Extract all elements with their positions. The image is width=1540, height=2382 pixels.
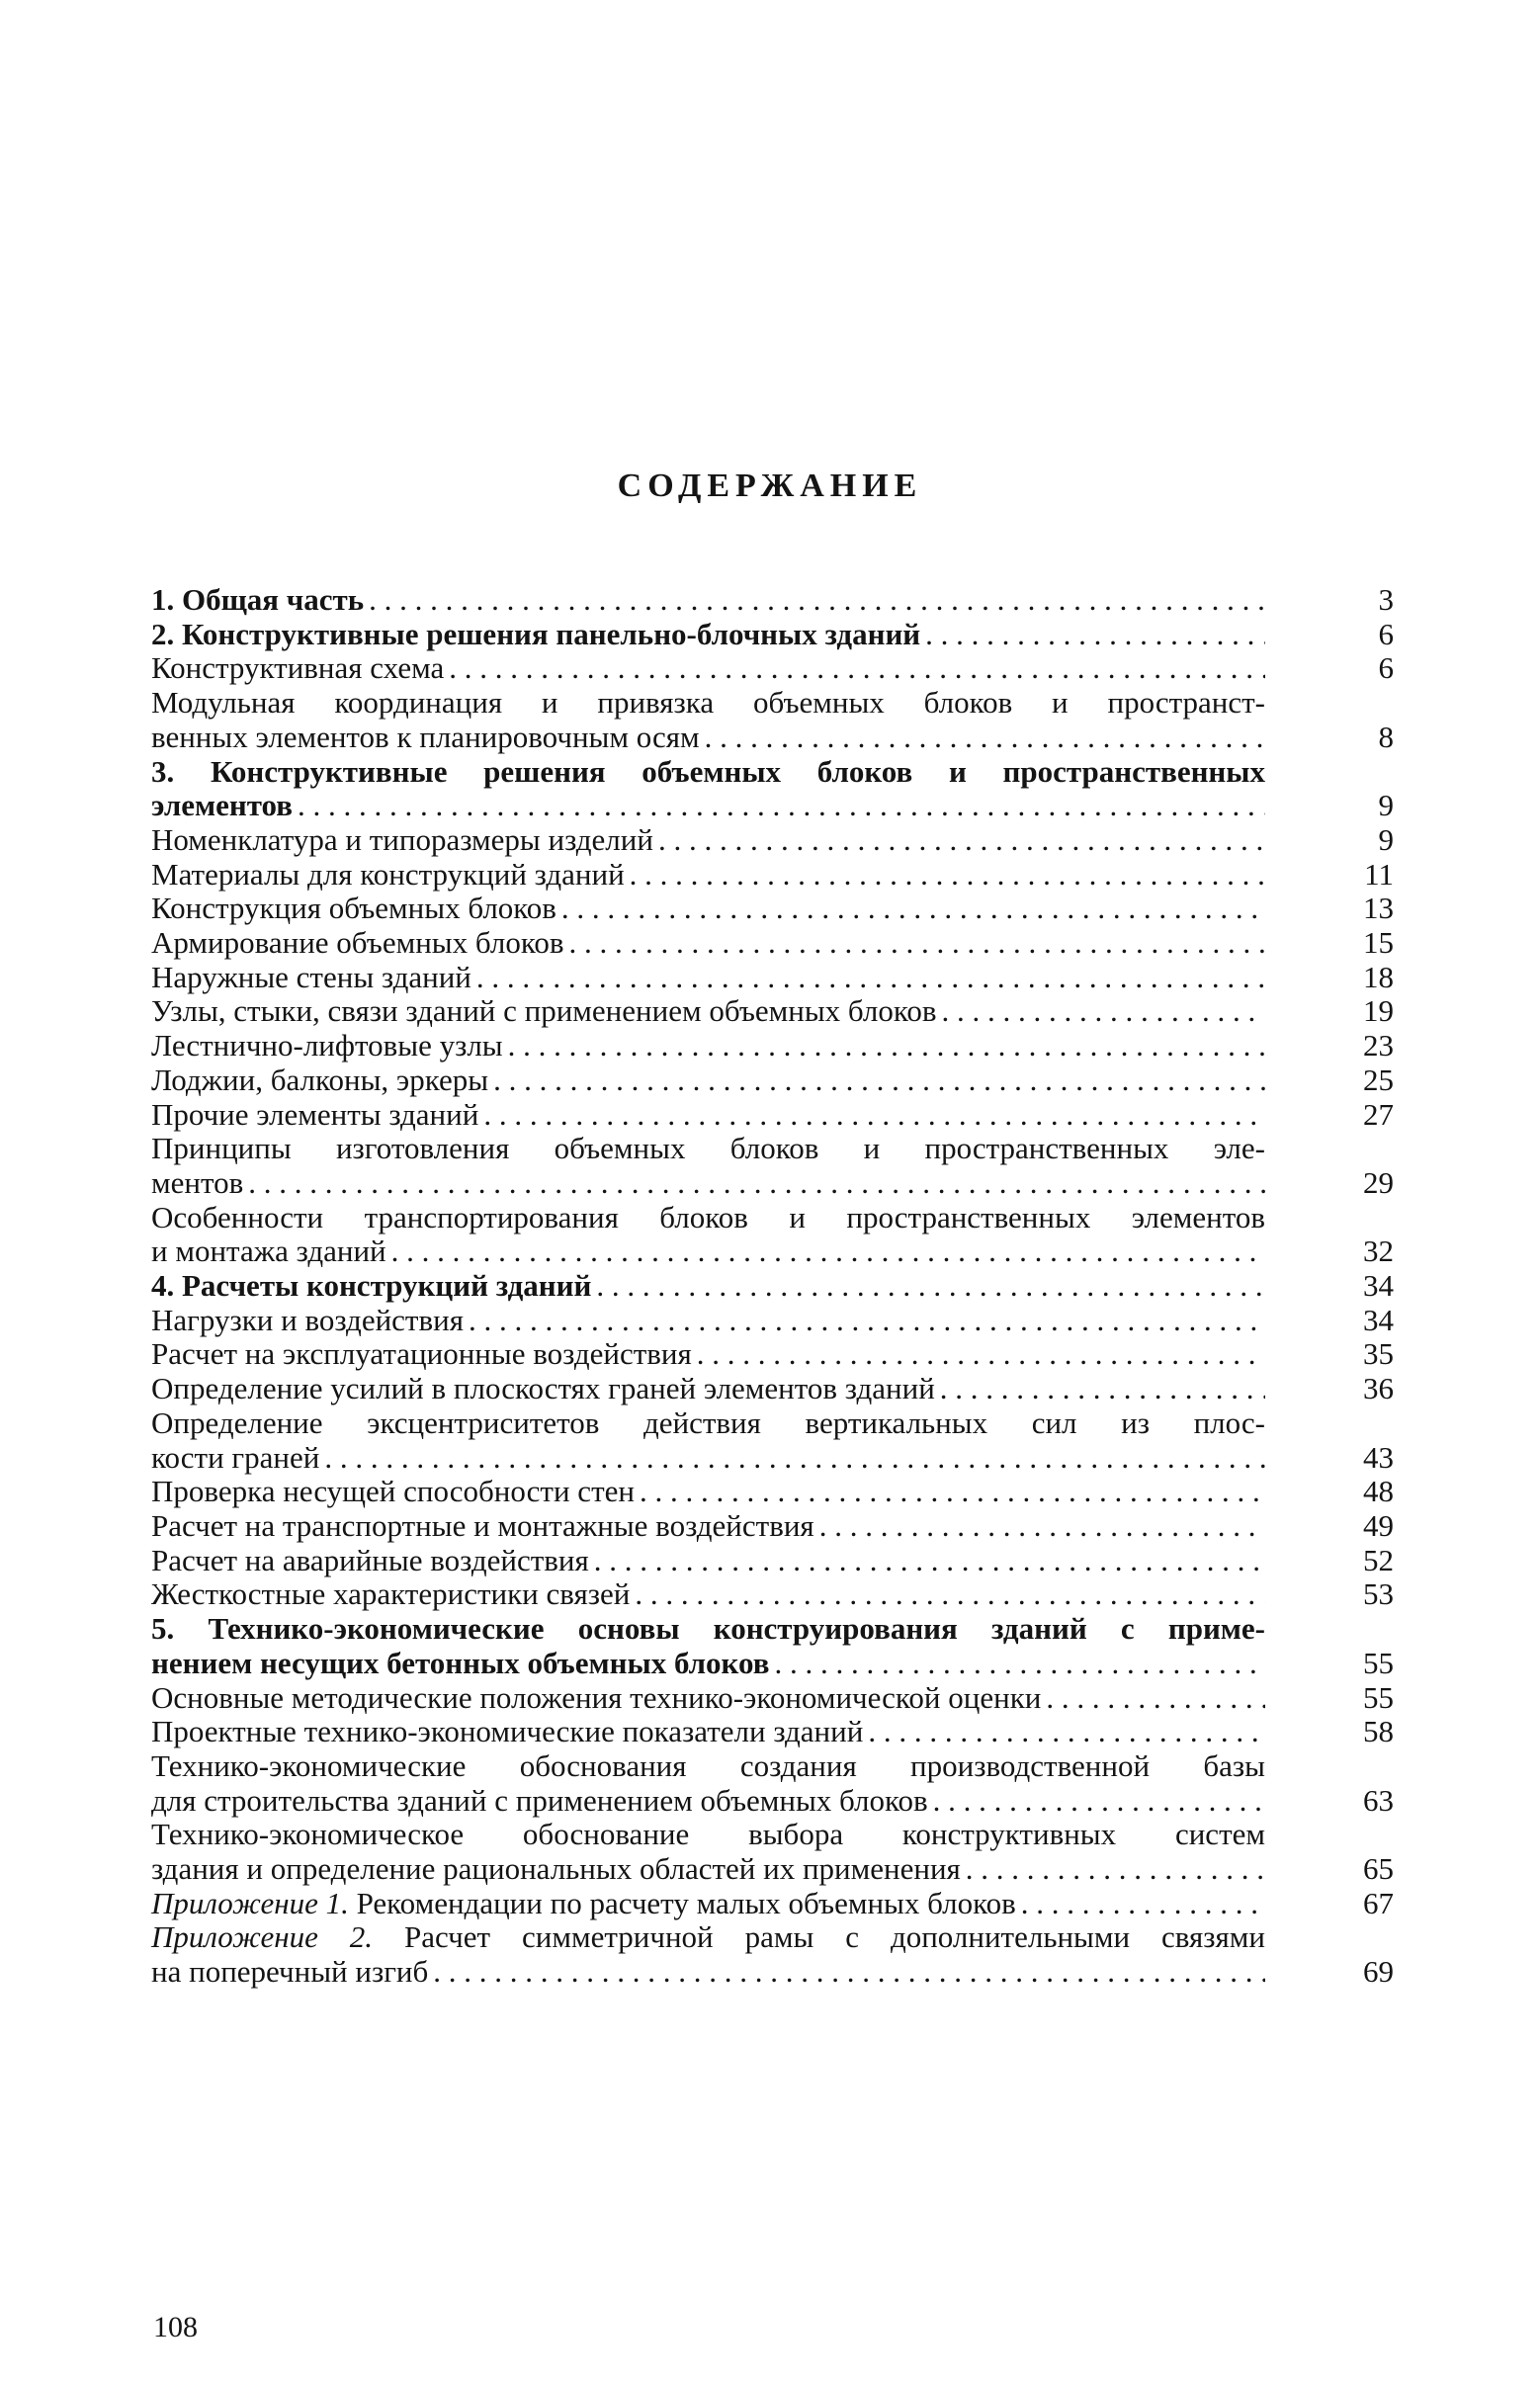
dot-leader — [625, 858, 1265, 893]
toc-page-number: 15 — [1363, 925, 1394, 961]
dot-leader — [935, 1372, 1265, 1406]
toc-page-number: 27 — [1363, 1096, 1394, 1132]
toc-entry-title — [151, 1166, 243, 1201]
toc-entry-title-text: 2. Конструктивные решения панельно-блочных зданий — [151, 616, 921, 651]
dot-leader — [928, 1784, 1265, 1819]
toc-entry-title-text: Армирование объемных блоков — [151, 925, 564, 961]
toc-entry-title-line — [151, 1406, 1265, 1441]
toc-entry-title-text: Проверка несущей способности стен — [151, 1474, 635, 1509]
dot-leader — [428, 1955, 1265, 1990]
toc-page-number: 58 — [1363, 1714, 1394, 1749]
toc-entry-title-text: Жесткостные характеристики связей — [151, 1576, 631, 1612]
toc-page-number: 23 — [1363, 1028, 1394, 1063]
toc-entry-title — [151, 789, 293, 823]
toc-page-number: 52 — [1363, 1542, 1394, 1577]
toc-entry-title — [151, 583, 364, 618]
toc-entry-title — [151, 1029, 503, 1063]
toc-entry — [151, 1269, 1394, 1304]
toc-entry-title — [151, 1372, 935, 1406]
toc-entry — [151, 1475, 1394, 1509]
toc-entry-title-text: и монтажа зданий — [151, 1234, 386, 1269]
dot-leader — [591, 1269, 1265, 1304]
toc-entry-title — [151, 994, 937, 1029]
toc-entry-title-text: Расчет на аварийные воздействия — [151, 1542, 589, 1577]
toc-entry-title — [151, 1544, 589, 1578]
toc-entry — [151, 1304, 1394, 1338]
toc-entry-title — [151, 1234, 386, 1269]
dot-leader — [700, 721, 1265, 755]
toc-entry-title — [151, 961, 471, 995]
toc-entry — [151, 1098, 1394, 1133]
toc-entry-title — [151, 1681, 1041, 1716]
toc-page-number: 11 — [1364, 856, 1394, 892]
toc-entry-title-text: Прочие элементы зданий — [151, 1096, 479, 1132]
toc-entry-title — [151, 1269, 591, 1304]
toc-entry-title — [151, 926, 563, 961]
toc-page-number: 49 — [1363, 1507, 1394, 1543]
toc-entry-title — [151, 1647, 769, 1681]
toc-page-number: 9 — [1378, 788, 1394, 823]
toc-entry — [151, 926, 1394, 961]
toc-entry-title: Определение эксцентриситетов действия вертикальных сил из плос- — [151, 1404, 1265, 1440]
toc-entry-title — [151, 721, 700, 755]
dot-leader — [635, 1475, 1265, 1509]
toc-entry-title-text: Рекомендации по расчету малых объемных блоков — [348, 1885, 1016, 1920]
dot-leader — [814, 1509, 1265, 1544]
toc-entry — [151, 961, 1394, 995]
toc-page-number: 32 — [1363, 1234, 1394, 1269]
toc-entry-title — [151, 618, 920, 652]
toc-entry — [151, 1132, 1394, 1200]
toc-entry-title-line — [151, 1818, 1265, 1852]
toc-entry-title — [151, 1098, 478, 1133]
toc-entry-title-text: Основные методические положения технико-экономической оценки — [151, 1679, 1042, 1715]
toc-entry — [151, 1887, 1394, 1921]
toc-entry-appendix-label: Приложение 2. — [151, 1919, 374, 1955]
toc-page-number: 36 — [1363, 1371, 1394, 1406]
toc-entry — [151, 583, 1394, 618]
dot-leader — [556, 892, 1265, 926]
dot-leader — [653, 823, 1265, 858]
toc-entry — [151, 1406, 1394, 1475]
toc-entry-title-line — [151, 686, 1265, 721]
dot-leader — [488, 1063, 1265, 1098]
toc-entry-title-text: ментов — [151, 1164, 244, 1200]
toc-entry-title — [151, 1577, 630, 1612]
toc-entry-title — [151, 1475, 635, 1509]
dot-leader — [563, 926, 1265, 961]
toc-entry-title-text: Расчет на транспортные и монтажные воздействия — [151, 1507, 814, 1543]
dot-leader — [386, 1234, 1265, 1269]
toc-entry — [151, 1544, 1394, 1578]
dot-leader — [471, 961, 1265, 995]
dot-leader — [769, 1647, 1265, 1681]
toc-entry-title-line — [151, 755, 1265, 790]
toc-entry — [151, 755, 1394, 823]
toc-entry-title — [151, 1063, 488, 1098]
toc-entry-title-text: Проектные технико-экономические показатели зданий — [151, 1714, 864, 1749]
toc-entry — [151, 1029, 1394, 1063]
toc-entry-title: 3. Конструктивные решения объемных блоков и пространственных — [151, 753, 1265, 789]
dot-leader — [630, 1577, 1265, 1612]
toc-entry — [151, 1509, 1394, 1544]
toc-entry-title-line — [151, 1749, 1265, 1784]
dot-leader — [920, 618, 1265, 652]
toc-entry-title-text: Наружные стены зданий — [151, 959, 471, 994]
toc-page-number: 69 — [1363, 1954, 1394, 1990]
toc-entry-title: Технико-экономическое обоснование выбора конструктивных систем — [151, 1817, 1265, 1852]
toc-page-number: 8 — [1378, 719, 1394, 754]
dot-leader — [293, 789, 1265, 823]
toc-entry-title — [151, 1784, 928, 1819]
toc-page-number: 25 — [1363, 1062, 1394, 1097]
toc-entry-title-line — [151, 1920, 1265, 1955]
toc-entry — [151, 1612, 1394, 1680]
toc-page-number: 6 — [1378, 616, 1394, 651]
toc-entry-title-text: Номенклатура и типоразмеры изделий — [151, 821, 653, 857]
toc-entry — [151, 994, 1394, 1029]
toc-entry-title-text: элементов — [151, 788, 294, 823]
toc-entry-title: 5. Технико-экономические основы конструирования зданий с приме- — [151, 1611, 1265, 1647]
toc-entry-title-line — [151, 1612, 1265, 1647]
toc-page-number: 35 — [1363, 1336, 1394, 1372]
toc-page-number: 53 — [1363, 1576, 1394, 1612]
toc-entry-appendix-label: Приложение 1. — [151, 1885, 349, 1920]
dot-leader — [1016, 1887, 1265, 1921]
toc-page-number: 9 — [1378, 821, 1394, 857]
toc-entry-title-line — [151, 1201, 1265, 1235]
dot-leader — [464, 1304, 1265, 1338]
toc-page-number: 65 — [1363, 1851, 1394, 1887]
toc-entry — [151, 1201, 1394, 1269]
toc-entry-title — [151, 1715, 863, 1749]
toc-page-number: 67 — [1363, 1885, 1394, 1920]
toc-page-number: 34 — [1363, 1302, 1394, 1337]
toc-entry-title-text: Расчет на эксплуатационные воздействия — [151, 1336, 692, 1372]
toc-entry-title-text: Материалы для конструкций зданий — [151, 856, 625, 892]
toc-entry-title — [151, 1304, 464, 1338]
toc-page-number: 3 — [1378, 582, 1394, 617]
toc-entry — [151, 618, 1394, 652]
dot-leader — [1041, 1681, 1265, 1716]
toc-entry-title-text: венных элементов к планировочным осям — [151, 719, 700, 754]
toc-entry — [151, 1063, 1394, 1098]
toc-page-number: 55 — [1363, 1679, 1394, 1715]
toc-entry-title — [151, 823, 653, 858]
toc-entry — [151, 1715, 1394, 1749]
toc-entry-title-text: здания и определение рациональных областей их применения — [151, 1851, 961, 1887]
toc-entry-title-text: Конструктивная схема — [151, 650, 445, 686]
toc-entry-title — [151, 651, 444, 686]
toc-entry-title — [151, 1955, 428, 1990]
toc-entry-title: Особенности транспортирования блоков и пространственных элементов — [151, 1199, 1265, 1234]
toc-entry-title — [151, 1509, 814, 1544]
dot-leader — [243, 1166, 1265, 1201]
toc-entry-title-line — [151, 1132, 1265, 1166]
toc-page-number: 55 — [1363, 1645, 1394, 1680]
toc-page-number: 34 — [1363, 1268, 1394, 1304]
toc-entry-title-text: Лоджии, балконы, эркеры — [151, 1062, 489, 1097]
toc-page-number: 63 — [1363, 1782, 1394, 1818]
toc-page-number: 18 — [1363, 959, 1394, 994]
dot-leader — [478, 1098, 1265, 1133]
toc-entry-title-text: на поперечный изгиб — [151, 1954, 429, 1990]
toc-entry-title — [151, 1852, 961, 1887]
toc-entry-title-text: нением несущих бетонных объемных блоков — [151, 1645, 770, 1680]
toc-entry — [151, 823, 1394, 858]
dot-leader — [503, 1029, 1265, 1063]
toc-entry-title — [151, 1337, 692, 1372]
toc-page-number: 13 — [1363, 891, 1394, 926]
toc-entry-title — [151, 1887, 1016, 1921]
toc-entry — [151, 1681, 1394, 1716]
toc-entry — [151, 1577, 1394, 1612]
dot-leader — [364, 583, 1265, 618]
toc-entry-title — [151, 858, 625, 893]
dot-leader — [961, 1852, 1265, 1887]
toc-entry-title: Расчет симметричной рамы с дополнительными связями — [373, 1919, 1265, 1955]
toc-page-number: 6 — [1378, 650, 1394, 686]
toc-page-number: 43 — [1363, 1439, 1394, 1475]
dot-leader — [444, 651, 1265, 686]
toc-entry-title — [151, 1441, 319, 1476]
toc-entry-title-text: 4. Расчеты конструкций зданий — [151, 1268, 592, 1304]
toc-entry-title: Модульная координация и привязка объемных блоков и пространст- — [151, 685, 1265, 721]
toc-entry — [151, 1920, 1394, 1989]
toc-page-number: 19 — [1363, 993, 1394, 1029]
toc-entry — [151, 686, 1394, 754]
toc-entry-title-text: кости граней — [151, 1439, 320, 1475]
dot-leader — [692, 1337, 1265, 1372]
toc-entry-title-text: Лестнично-лифтовые узлы — [151, 1028, 503, 1063]
page-number: 108 — [153, 2311, 198, 2343]
toc-entry — [151, 892, 1394, 926]
toc-page-number: 29 — [1363, 1164, 1394, 1200]
toc-page-number: 48 — [1363, 1474, 1394, 1509]
toc-entry-title-text: Конструкция объемных блоков — [151, 891, 556, 926]
dot-leader — [319, 1441, 1265, 1476]
toc-entry-title: Технико-экономические обоснования создания производственной базы — [151, 1747, 1265, 1783]
toc-entry — [151, 1749, 1394, 1818]
toc-entry — [151, 1818, 1394, 1886]
dot-leader — [863, 1715, 1265, 1749]
page-title: СОДЕРЖАНИЕ — [617, 468, 923, 504]
dot-leader — [589, 1544, 1265, 1578]
toc-entry — [151, 858, 1394, 893]
toc-entry-title — [151, 892, 556, 926]
toc-entry-title-text: Нагрузки и воздействия — [151, 1302, 464, 1337]
toc-entry — [151, 651, 1394, 686]
toc-entry — [151, 1337, 1394, 1372]
table-of-contents — [151, 583, 1394, 1990]
toc-entry-title-text: Узлы, стыки, связи зданий с применением объемных блоков — [151, 993, 937, 1029]
toc-entry-title-text: для строительства зданий с применением объемных блоков — [151, 1782, 928, 1818]
toc-entry-title-text: Определение усилий в плоскостях граней элементов зданий — [151, 1371, 935, 1406]
toc-entry-title: Принципы изготовления объемных блоков и пространственных эле- — [151, 1131, 1265, 1166]
dot-leader — [937, 994, 1265, 1029]
toc-entry — [151, 1372, 1394, 1406]
toc-entry-title-text: 1. Общая часть — [151, 582, 365, 617]
